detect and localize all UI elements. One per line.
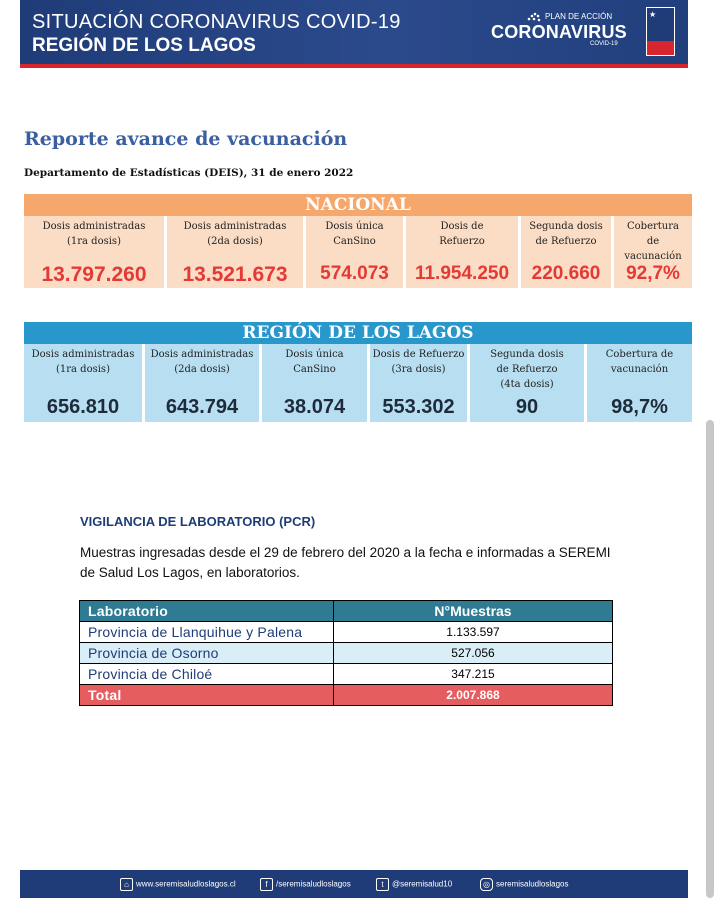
footer-facebook[interactable] bbox=[260, 878, 351, 891]
table-row bbox=[80, 622, 613, 643]
table-row bbox=[80, 664, 613, 685]
table-total-row bbox=[80, 685, 613, 706]
nacional-cell bbox=[521, 216, 611, 288]
footer-bar bbox=[20, 870, 688, 898]
cell-value: 98,7% bbox=[611, 396, 668, 418]
cell-value: 13.797.260 bbox=[41, 263, 147, 286]
table-cell: Provincia de Osorno bbox=[80, 643, 334, 664]
twitter-icon: t bbox=[376, 878, 389, 891]
plan-logo-icon bbox=[526, 10, 542, 22]
instagram-icon: ◎ bbox=[480, 878, 493, 891]
cell-value: 574.073 bbox=[320, 263, 389, 284]
cell-value: 656.810 bbox=[46, 396, 120, 418]
region-cell bbox=[370, 344, 467, 422]
cell-label: Dosis de Refuerzo (3ra dosis) bbox=[372, 349, 465, 375]
brand-label: CORONAVIRUS bbox=[491, 22, 627, 42]
nacional-cell bbox=[167, 216, 303, 288]
table-cell: 347.215 bbox=[334, 664, 613, 685]
region-cell bbox=[145, 344, 259, 422]
region-cell bbox=[262, 344, 367, 422]
cell-label: Cobertura de vacunación bbox=[624, 221, 682, 262]
cell-label: Segunda dosis de Refuerzo bbox=[529, 221, 603, 247]
header-subtitle: REGIÓN DE LOS LAGOS bbox=[32, 35, 256, 56]
nacional-cell bbox=[24, 216, 164, 288]
region-heading: REGIÓN DE LOS LAGOS bbox=[242, 323, 474, 343]
header-stripe bbox=[20, 64, 688, 68]
cell-label: Dosis administradas (2da dosis) bbox=[150, 349, 254, 375]
cell-label: Dosis administradas (1ra dosis) bbox=[31, 349, 135, 375]
cell-label: Dosis administradas (1ra dosis) bbox=[42, 221, 146, 247]
cell-value: 643.794 bbox=[165, 396, 239, 418]
nacional-cell bbox=[406, 216, 518, 288]
cell-value: 90 bbox=[515, 396, 539, 418]
cell-label: Dosis única CanSino bbox=[325, 221, 384, 247]
cell-label: Dosis única CanSino bbox=[285, 349, 344, 375]
footer-web-label: www.seremisaludloslagos.cl bbox=[136, 879, 236, 889]
cell-label: Dosis de Refuerzo bbox=[439, 221, 485, 247]
government-logo bbox=[646, 7, 675, 56]
table-cell: Provincia de Llanquihue y Palena bbox=[80, 622, 334, 643]
footer-twitter-label: @seremisalud10 bbox=[392, 879, 453, 889]
cell-value: 11.954.250 bbox=[414, 263, 510, 284]
cell-label: Cobertura de vacunación bbox=[605, 349, 674, 375]
footer-instagram[interactable] bbox=[480, 878, 568, 891]
table-cell: 527.056 bbox=[334, 643, 613, 664]
table-cell: 2.007.868 bbox=[334, 685, 613, 706]
nacional-heading: NACIONAL bbox=[305, 195, 411, 215]
footer-instagram-label: seremisaludloslagos bbox=[496, 879, 569, 889]
region-cell bbox=[470, 344, 584, 422]
footer-web[interactable] bbox=[120, 878, 236, 891]
brand-sub-label: COVID-19 bbox=[590, 41, 618, 47]
report-source: Departamento de Estadísticas (DEIS), 31 de enero 2022 bbox=[24, 167, 354, 179]
web-icon: ⌂ bbox=[120, 878, 133, 891]
report-title: Reporte avance de vacunación bbox=[24, 128, 348, 150]
nacional-cell bbox=[306, 216, 403, 288]
region-cell bbox=[587, 344, 692, 422]
footer-facebook-label: /seremisaludloslagos bbox=[276, 879, 351, 889]
cell-value: 13.521.673 bbox=[182, 263, 288, 286]
cell-label: Dosis administradas (2da dosis) bbox=[183, 221, 287, 247]
region-cell bbox=[24, 344, 142, 422]
cell-value: 38.074 bbox=[283, 396, 346, 418]
table-row bbox=[80, 643, 613, 664]
cell-value: 553.302 bbox=[382, 396, 455, 418]
column-header: Laboratorio bbox=[80, 601, 334, 622]
plan-label: PLAN DE ACCIÓN bbox=[545, 12, 613, 21]
nacional-cell bbox=[614, 216, 692, 288]
header-title: SITUACIÓN CORONAVIRUS COVID-19 bbox=[32, 11, 401, 33]
cell-value: 92,7% bbox=[626, 263, 680, 284]
table-cell: Total bbox=[80, 685, 334, 706]
star-icon: ★ bbox=[649, 10, 657, 19]
vigilancia-text: Muestras ingresadas desde el 29 de febrero del 2020 a la fecha e informadas a SEREMI de Salud Los Lagos, en laboratorios. bbox=[80, 545, 611, 580]
scrollbar[interactable] bbox=[706, 420, 714, 898]
column-header: N°Muestras bbox=[334, 601, 613, 622]
footer-twitter[interactable] bbox=[376, 878, 452, 891]
cell-label: Segunda dosis de Refuerzo (4ta dosis) bbox=[490, 349, 564, 390]
table-header-row bbox=[80, 601, 613, 622]
vigilancia-title: VIGILANCIA DE LABORATORIO (PCR) bbox=[80, 514, 316, 529]
facebook-icon: f bbox=[260, 878, 273, 891]
laboratory-table bbox=[79, 600, 613, 706]
table-cell: Provincia de Chiloé bbox=[80, 664, 334, 685]
cell-value: 220.660 bbox=[531, 263, 601, 284]
table-cell: 1.133.597 bbox=[334, 622, 613, 643]
